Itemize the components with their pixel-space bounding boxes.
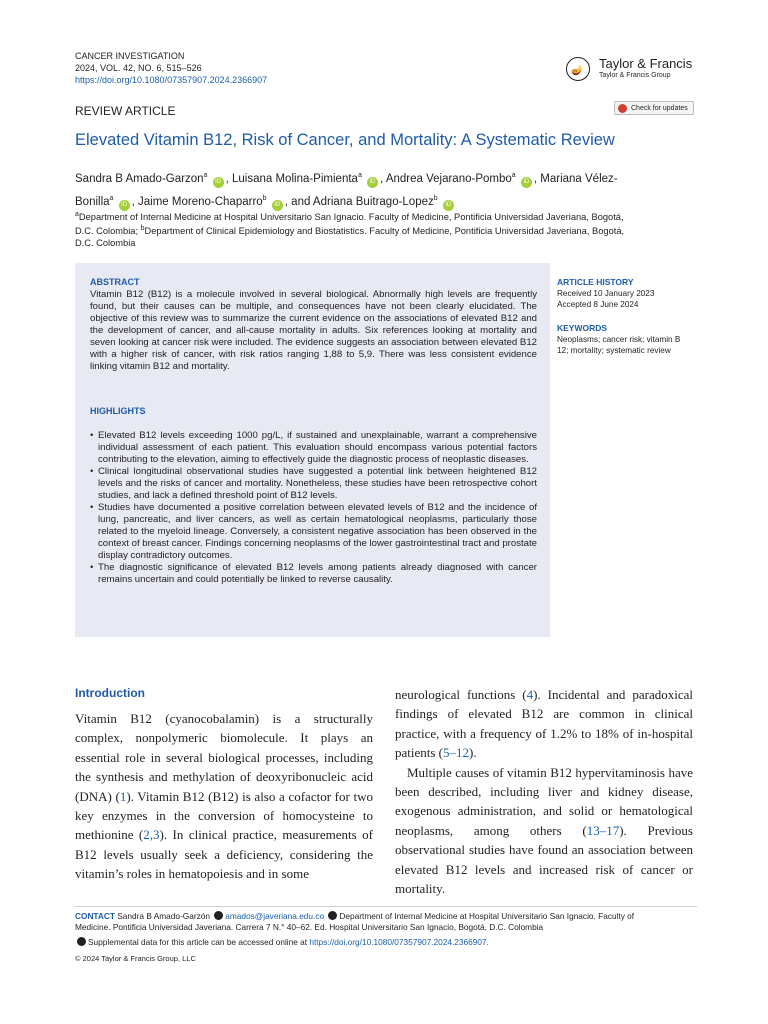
doi-link[interactable]: https://doi.org/10.1080/07357907.2024.2366907 [75, 75, 268, 85]
list-item: • Clinical longitudinal observational studies have suggested a potential link between heightened B12 levels and the risks of cancer and mortality. Nonetheless, these studies have been retrospective cohort studies, and lack a defined threshold point of B12 levels. [90, 466, 537, 502]
email-icon [214, 911, 223, 920]
journal-name: CANCER INVESTIGATION [75, 51, 185, 61]
keywords-heading: KEYWORDS [557, 323, 608, 333]
intro-paragraph: neurological functions (4). Incidental and paradoxical findings of elevated B12 are common in clinical practice, with a frequency of 1.2% to 18% of in-hospital patients (5–12). [395, 687, 693, 761]
orcid-icon[interactable]: iD [213, 177, 224, 188]
orcid-icon[interactable]: iD [443, 200, 454, 211]
list-item: • Studies have documented a positive correlation between elevated levels of B12 and the incidence of lung, pancreatic, and liver cancers, as well as certain hematological neoplasms, particularly those related to the myeloid lineage. Conversely, a consistent negative association has been observed in the context of breast cancer. Findings concerning neoplasms of the lower gastrointestinal tract and prostate display contradictory outcomes. [90, 502, 537, 562]
check-updates-icon [618, 104, 627, 113]
contact-info: CONTACT Sandra B Amado-Garzón amados@javeriana.edu.co Department of Internal Medicine at Hospital Universitario San Ignacio. Faculty of Medicine. Pontificia Universidad Javeriana. Carrera 7 N.° 40–62. Ed. Hospital Universitario San Ignacio, Bogotá, D.C. Colombia [75, 911, 635, 932]
orcid-icon[interactable]: iD [521, 177, 532, 188]
journal-volume: 2024, VOL. 42, NO. 6, 515–526 [75, 63, 202, 73]
supplemental-link[interactable]: https://doi.org/10.1080/07357907.2024.2366907. [309, 937, 489, 947]
supplemental-icon [77, 937, 86, 946]
orcid-icon[interactable]: iD [272, 200, 283, 211]
orcid-icon[interactable]: iD [119, 200, 130, 211]
address-icon [328, 911, 337, 920]
publisher-logo: 🪔 Taylor & Francis Taylor & Francis Group [566, 55, 696, 83]
highlights-list [90, 430, 537, 586]
journal-info [75, 50, 267, 86]
history-heading: ARTICLE HISTORY [557, 277, 634, 287]
email-link[interactable]: amados@javeriana.edu.co [225, 911, 325, 921]
orcid-icon[interactable]: iD [367, 177, 378, 188]
article-title: Elevated Vitamin B12, Risk of Cancer, and Mortality: A Systematic Review [75, 131, 615, 149]
copyright: © 2024 Taylor & Francis Group, LLC [75, 954, 196, 963]
list-item: • Elevated B12 levels exceeding 1000 pg/L, if sustained and unexplainable, warrant a comprehensive individual assessment of each patient. This evaluation should encompass various potential factors contributing to the elevation, aiming to effectively guide the diagnostic process of neoplastic diseases. [90, 430, 537, 466]
abstract-text: Vitamin B12 (B12) is a molecule involved in several biological. Abnormally high levels are frequently found, but their causes can be multiple, and consequences have not been clearly elucidated. The objective of this review was to summarize the current evidence on the associations of elevated B12 and the development of cancer, and all-cause mortality in adults. Six references looking at mortality and seven looking at cancer risk were included. The evidence suggests an association between elevated B12 with a higher risk of cancer, with risk ratios ranging 1,88 to 5,9. There was less consistent evidence linking vitamin B12 and mortality. [90, 289, 537, 372]
abstract-box [75, 263, 550, 637]
intro-left-column: Vitamin B12 (cyanocobalamin) is a structurally complex, nonpolymeric biomolecule. It plays an essential role in several biological processes, including the synthesis and methylation of deoxyribonucleic acid (DNA) (1). Vitamin B12 (B12) is also a cofactor for two key enzymes in the conversion of homocysteine to methionine (2,3). In clinical practice, measurements of B12 levels usually seek a deficiency, considering the vitamin’s roles in hematopoiesis and in some [75, 711, 373, 882]
citation-link[interactable]: 4 [526, 687, 534, 702]
abstract-heading: ABSTRACT [90, 277, 140, 287]
received-date: Received 10 January 2023 [557, 289, 655, 298]
keywords [557, 323, 685, 356]
footer-divider [75, 906, 697, 907]
highlights-heading: HIGHLIGHTS [90, 406, 146, 416]
accepted-date: Accepted 8 June 2024 [557, 300, 639, 309]
intro-paragraph: Multiple causes of vitamin B12 hypervitaminosis have been described, including liver and kidney disease, exogenous administration, and solid or hematological neoplasms, among others (13–17). Previous observational studies have found an association between elevated B12 levels and increased risk of cancer or mortality. [395, 764, 693, 897]
citation-link[interactable]: 1 [119, 788, 127, 804]
supplemental-info: Supplemental data for this article can be accessed online at https://doi.org/10.1080/07357907.2024.2366907. [75, 937, 700, 948]
author-list: Sandra B Amado-Garzon$^a$ iD , Luisana Molina-Pimienta$^a$ iD , Andrea Vejarano-Pombo$^a$ iD , Mariana Vélez- Bonilla$^a$ iD , Jaime Moreno-Chaparro$^b$ iD , and Adriana Buitrago-Lopez$^b$ iD [75, 166, 695, 212]
intro-heading: Introduction [75, 686, 145, 700]
intro-right-column [395, 685, 693, 898]
article-history [557, 277, 697, 310]
check-updates-button[interactable]: Check for updates [614, 101, 694, 115]
publisher-name: Taylor & Francis [599, 56, 693, 71]
citation-link[interactable]: 5–12 [443, 745, 470, 761]
list-item: • The diagnostic significance of elevated B12 levels among patients already diagnosed with cancer remains uncertain and could potentially be linked to reverse causality. [90, 562, 537, 586]
citation-link[interactable]: 2,3 [143, 827, 160, 843]
citation-link[interactable]: 13–17 [586, 822, 620, 838]
article-type: REVIEW ARTICLE [75, 104, 176, 118]
publisher-sub: Taylor & Francis Group [599, 72, 671, 79]
keywords-text: Neoplasms; cancer risk; vitamin B 12; mortality; systematic review [557, 335, 681, 355]
affiliations: $^a$Department of Internal Medicine at Hospital Universitario San Ignacio. Faculty of Medicine, Pontificia Universidad Javeriana, Bogotá, D.C. Colombia; $^b$Department of Clinical Epidemiology and Biostatistics. Faculty of Medicine, Pontificia Universidad Javeriana, Bogotá, D.C. Colombia [75, 211, 625, 249]
